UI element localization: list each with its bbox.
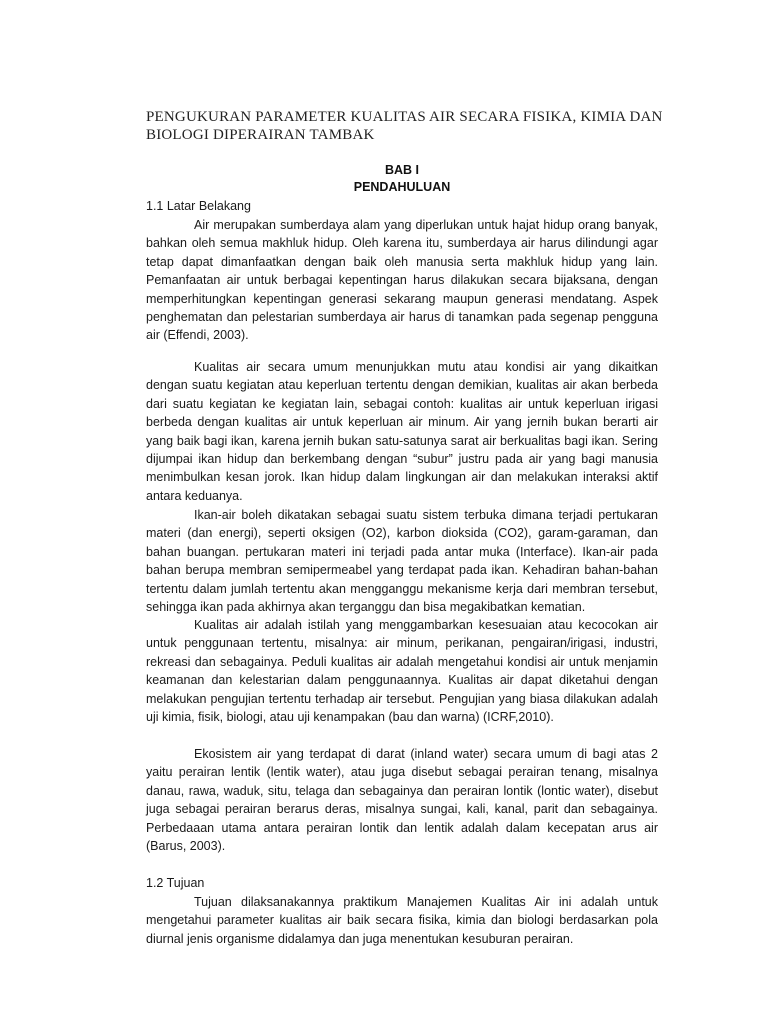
section-heading-tujuan: 1.2 Tujuan (146, 876, 205, 890)
chapter-title: PENDAHULUAN (353, 180, 451, 194)
document-title: PENGUKURAN PARAMETER KUALITAS AIR SECARA FISIKA, KIMIA DAN BIOLOGI DIPERAIRAN TAMBAK (146, 109, 663, 143)
paragraph-1-1-5: Ekosistem air yang terdapat di darat (inland water) secara umum di bagi atas 2 yaitu perairan lentik (lentik water), atau juga disebut sebagai perairan tenang, misalnya danau, rawa, waduk, situ, telaga dan sebagainya dan perairan lontik (lontic water), disebut juga sebagai perairan berarus deras, misalnya sungai, kali, kanal, parit dan sebagainya. Perbedaaan utama antara perairan lontik dan lentik adalah dalam kecepatan arus air (Barus, 2003). (146, 747, 658, 854)
paragraph-1-1-2: Kualitas air secara umum menunjukkan mutu atau kondisi air yang dikaitkan dengan suatu kegiatan atau keperluan tertentu dengan demikian, kualitas air akan berbeda dari suatu kegiatan ke kegiatan lain, sebagai contoh: kualitas air untuk keperluan irigasi berbeda dengan kualitas air untuk keperluan air minum. Air yang jernih bukan berarti air yang baik bagi ikan, karena jernih bukan satu-satunya sarat air berkualitas bagi ikan. Sering dijumpai ikan hidup dan berkembang dengan “subur” justru pada air yang bagi manusia menimbulkan kesan jorok. Ikan hidup dalam lingkungan air dan melakukan interaksi aktif antara keduanya. (146, 360, 658, 503)
paragraph-1-1-4: Kualitas air adalah istilah yang menggambarkan kesesuaian atau kecocokan air untuk penggunaan tertentu, misalnya: air minum, perikanan, pengairan/irigasi, industri, rekreasi dan sebagainya. Peduli kualitas air adalah mengetahui kondisi air untuk menjamin keamanan dan kelestarian dalam penggunaannya. Kualitas air dapat diketahui dengan melakukan pengujian tertentu terhadap air tersebut. Pengujian yang biasa dilakukan adalah uji kimia, fisik, biologi, atau uji kenampakan (bau dan warna) (ICRF,2010). (146, 618, 658, 725)
section-heading-latar-belakang: 1.1 Latar Belakang (146, 199, 251, 213)
paragraph-1-1-3: Ikan-air boleh dikatakan sebagai suatu sistem terbuka dimana terjadi pertukaran materi (dan energi), seperti oksigen (O2), karbon dioksida (CO2), garam-garaman, dan bahan buangan. pertukaran materi ini terjadi pada antar muka (Interface). Ikan-air pada bahan berupa membran semipermeabel yang terdapat pada ikan. Kehadiran bahan-bahan tertentu dalam jumlah tertentu akan mengganggu mekanisme kerja dari membran tersebut, sehingga ikan pada akhirnya akan terganggu dan bisa megakibatkan kematian. (146, 508, 658, 615)
paragraph-1-1-1: Air merupakan sumberdaya alam yang diperlukan untuk hajat hidup orang banyak, bahkan oleh semua makhluk hidup. Oleh karena itu, sumberdaya air harus dilindungi agar tetap dapat dimanfaatkan dengan baik oleh manusia serta makhluk hidup yang lain. Pemanfaatan air untuk berbagai kepentingan harus dilakukan secara bijaksana, dengan memperhitungkan kepentingan generasi sekarang maupun generasi mendatang. Aspek penghematan dan pelestarian sumberdaya air harus di tanamkan pada segenap pengguna air (Effendi, 2003). (146, 218, 658, 343)
chapter-number: BAB I (384, 163, 420, 177)
paragraph-1-2-1: Tujuan dilaksanakannya praktikum Manajemen Kualitas Air ini adalah untuk mengetahui parameter kualitas air baik secara fisika, kimia dan biologi berdasarkan pola diurnal jenis organisme didalamya dan juga menentukan kesuburan perairan. (146, 895, 658, 946)
